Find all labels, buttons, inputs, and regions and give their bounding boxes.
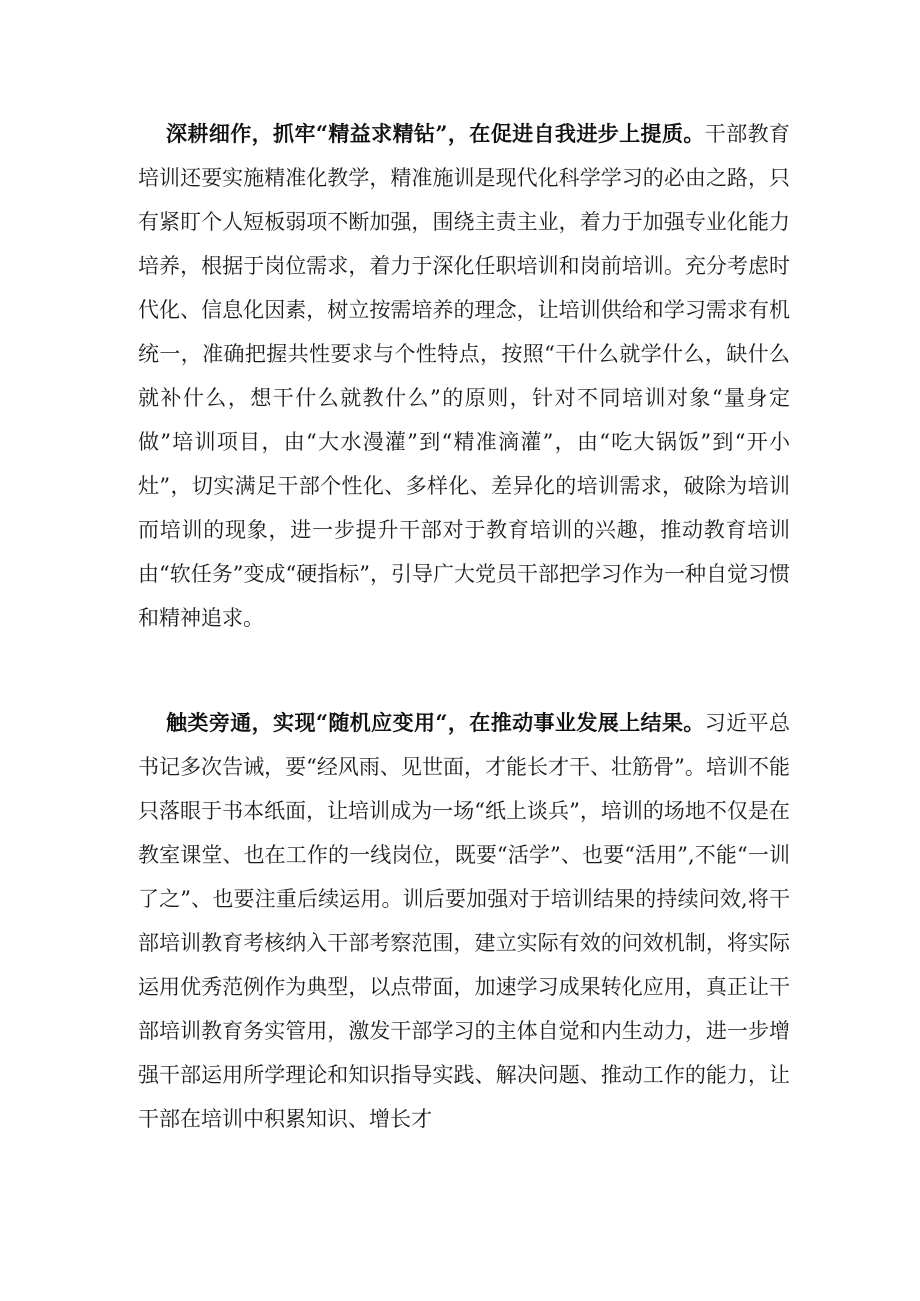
- paragraph-2: [138, 701, 790, 1141]
- paragraph-2-heading: 触类旁通，实现“随机应变用“，在推动事业发展上结果。: [166, 710, 705, 735]
- paragraph-1: [138, 112, 790, 640]
- paragraph-1-heading: 深耕细作，抓牢“精益求精钻”，在促进自我进步上提质。: [166, 121, 705, 146]
- paragraph-1-body: 干部教育培训还要实施精准化教学，精准施训是现代化科学学习的必由之路，只有紧盯个人短板弱项不断加强，围绕主责主业，着力于加强专业化能力培养，根据于岗位需求，着力于深化任职培训和岗前培训。充分考虑时代化、信息化因素，树立按需培养的理念，让培训供给和学习需求有机统一，准确把握共性要求与个性特点，按照“干什么就学什么，缺什么就补什么，想干什么就教什么”的原则，针对不同培训对象“量身定做”培训项目，由“大水漫灌”到“精准滴灌”，由“吃大锅饭”到“开小灶”，切实满足干部个性化、多样化、差异化的培训需求，破除为培训而培训的现象，进一步提升干部对于教育培训的兴趣，推动教育培训由“软任务”变成“硬指标”，引导广大党员干部把学习作为一种自觉习惯和精神追求。: [138, 122, 791, 630]
- paragraph-2-body: 习近平总书记多次告诫，要“经风雨、见世面，才能长才干、壮筋骨”。培训不能只落眼于书本纸面，让培训成为一场“纸上谈兵”，培训的场地不仅是在教室课堂、也在工作的一线岗位，既要“活学”、也要“活用”,不能“一训了之”、也要注重后续运用。训后要加强对于培训结果的持续问效,将干部培训教育考核纳入干部考察范围，建立实际有效的问效机制，将实际运用优秀范例作为典型，以点带面，加速学习成果转化应用，真正让干部培训教育务实管用，激发干部学习的主体自觉和内生动力，进一步增强干部运用所学理论和知识指导实践、解决问题、推动工作的能力，让干部在培训中积累知识、增长才: [138, 711, 791, 1131]
